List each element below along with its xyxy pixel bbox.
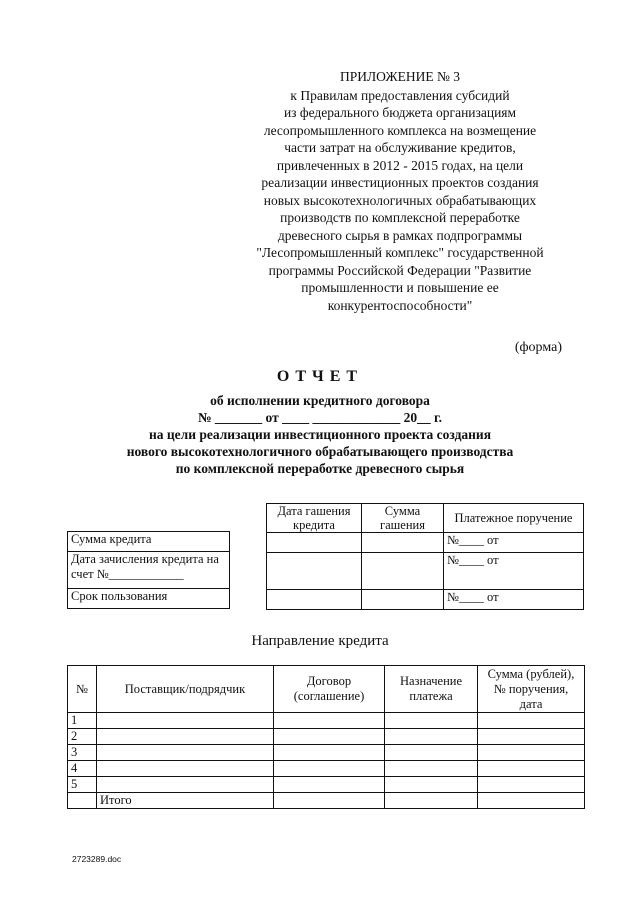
repay-sum-header: Сумма гашения [362,504,444,533]
appendix-line: лесопромышленного комплекса на возмещение [263,122,537,138]
repay-date-cell[interactable] [267,553,362,590]
table-total-row [68,793,585,809]
purpose-cell[interactable] [385,745,478,761]
purpose-cell[interactable] [385,761,478,777]
report-subtitle-line: № _______ от ____ _____________ 20__ г. [197,410,442,425]
repay-date-header: Дата гашения кредита [267,504,362,533]
table-row [267,553,584,590]
table-row [68,713,585,729]
repay-date-cell[interactable] [267,590,362,610]
appendix-title: ПРИЛОЖЕНИЕ № 3 [339,69,461,84]
number-header: № [68,666,97,713]
repayment-table [266,503,584,610]
purpose-cell[interactable] [385,793,478,809]
table-row [267,590,584,610]
purpose-header: Назначение платежа [385,666,478,713]
direction-title: Направление кредита [251,633,389,649]
row-number [68,793,97,809]
table-header-row [267,504,584,533]
amount-cell[interactable] [478,793,585,809]
repay-sum-cell[interactable] [362,533,444,553]
contract-cell[interactable] [274,713,385,729]
purpose-cell[interactable] [385,777,478,793]
purpose-cell[interactable] [385,729,478,745]
contract-cell[interactable] [274,745,385,761]
appendix-line: "Лесопромышленный комплекс" государственной [256,245,544,260]
purpose-cell[interactable] [385,713,478,729]
row-number: 2 [68,729,97,745]
table-row [267,533,584,553]
appendix-header [200,68,600,314]
supplier-cell[interactable] [97,761,274,777]
table-row [68,589,230,609]
table-row [68,552,230,589]
amount-cell[interactable] [478,729,585,745]
table-row [68,729,585,745]
amount-cell[interactable] [478,745,585,761]
table-row [68,777,585,793]
row-number: 5 [68,777,97,793]
repay-date-cell[interactable] [267,533,362,553]
row-number: 1 [68,713,97,729]
credit-term-label: Срок пользования [68,589,230,609]
form-label: (форма) [514,340,562,355]
contract-cell[interactable] [274,793,385,809]
appendix-line: новых высокотехнологичных обрабатывающих [263,192,537,208]
supplier-cell[interactable] [97,745,274,761]
contract-cell[interactable] [274,729,385,745]
appendix-line: программы Российской Федерации "Развитие [268,262,532,278]
report-subtitle-line: об исполнении кредитного договора [210,393,430,408]
payment-order-header: Платежное поручение [444,504,584,533]
amount-cell[interactable] [478,761,585,777]
credit-date-label: Дата зачисления кредита на счет №____________ [68,552,230,589]
amount-cell[interactable] [478,713,585,729]
footer-filename: 2723289.doc [72,854,122,864]
report-subtitle [0,392,640,477]
appendix-line: привлеченных в 2012 - 2015 годах, на цели [276,157,524,173]
supplier-header: Поставщик/подрядчик [97,666,274,713]
table-row [68,761,585,777]
table-row [68,745,585,761]
supplier-cell[interactable] [97,777,274,793]
amount-cell[interactable] [478,777,585,793]
credit-direction-table [67,665,585,809]
appendix-line: промышленности и повышение ее [301,280,499,295]
appendix-line: к Правилам предоставления субсидий [290,87,510,103]
appendix-line: части затрат на обслуживание кредитов, [284,140,516,155]
appendix-line: реализации инвестиционных проектов создания [261,175,539,190]
credit-info-table [67,531,230,609]
report-subtitle-line: на цели реализации инвестиционного проекта создания [148,427,492,442]
contract-header: Договор (соглашение) [274,666,385,713]
report-subtitle-line: нового высокотехнологичного обрабатывающего производства [126,444,514,459]
repay-sum-cell[interactable] [362,553,444,590]
appendix-line: древесного сырья в рамках подпрограммы [277,227,523,243]
appendix-line: производств по комплексной переработке [280,210,520,225]
payment-order-cell[interactable]: №____ от [444,533,584,553]
supplier-cell[interactable] [97,729,274,745]
report-subtitle-line: по комплексной переработке древесного сырья [175,461,465,476]
payment-order-cell[interactable]: №____ от [444,590,584,610]
contract-cell[interactable] [274,761,385,777]
repay-sum-cell[interactable] [362,590,444,610]
row-number: 3 [68,745,97,761]
report-title: ОТЧЕТ [276,368,364,385]
appendix-line: конкурентоспособности" [327,297,473,313]
table-row [68,532,230,552]
contract-cell[interactable] [274,777,385,793]
row-number: 4 [68,761,97,777]
table-header-row [68,666,585,713]
credit-amount-label: Сумма кредита [68,532,230,552]
payment-order-cell[interactable]: №____ от [444,553,584,590]
total-label: Итого [97,793,274,809]
supplier-cell[interactable] [97,713,274,729]
appendix-line: из федерального бюджета организациям [283,105,517,120]
amount-header: Сумма (рублей), № поручения, дата [478,666,585,713]
